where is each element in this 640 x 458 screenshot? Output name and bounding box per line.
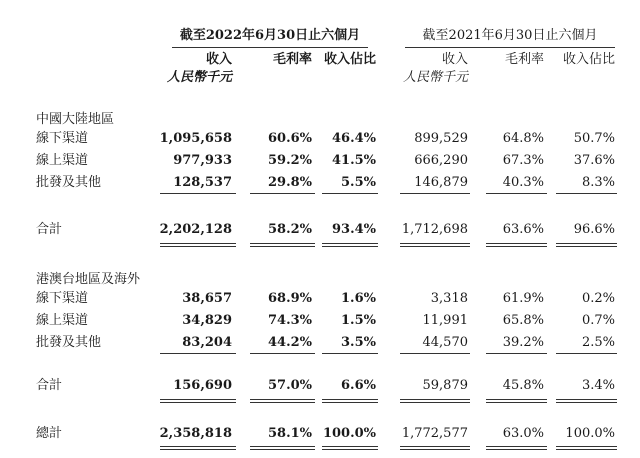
subtotal-double-rule-col-4: [400, 243, 470, 247]
row-value-col-3: 46.4%: [331, 131, 376, 146]
row-value-col-4: 1,772,577: [401, 426, 468, 441]
col-margin-2021: 毛利率: [504, 52, 544, 67]
row-value-col-5: 67.3%: [502, 153, 544, 168]
row-value-col-3: 3.5%: [341, 335, 376, 350]
row-value-col-5: 61.9%: [502, 291, 544, 306]
row-value-col-3: 1.5%: [341, 313, 376, 328]
row-value-col-4: 146,879: [414, 175, 468, 190]
row-value-col-1: 128,537: [173, 175, 232, 190]
row-value-col-2: 29.8%: [267, 175, 312, 190]
col-revenue-2022: 收入: [205, 52, 232, 67]
row-value-col-6: 3.4%: [581, 378, 615, 393]
subtotal-double-rule-col-6: [556, 243, 617, 247]
subtotal-double-rule-col-1: [160, 399, 236, 403]
row-label: 合計: [36, 378, 63, 393]
section-rule-col-3: [322, 193, 378, 194]
table-row: [0, 335, 640, 351]
subtotal-double-rule-col-2: [250, 243, 315, 247]
row-label: 總計: [36, 426, 63, 441]
row-value-col-1: 34,829: [182, 313, 232, 328]
row-value-col-6: 100.0%: [565, 426, 615, 441]
table-row: [0, 175, 640, 191]
row-value-col-1: 83,204: [182, 335, 232, 350]
row-label: 線下渠道: [36, 291, 89, 306]
row-value-col-5: 64.8%: [502, 131, 544, 146]
row-value-col-2: 44.2%: [267, 335, 312, 350]
table-row: [0, 313, 640, 329]
section-rule-col-1: [160, 353, 236, 354]
section-rule-col-3: [322, 353, 378, 354]
subtotal-double-rule-col-1: [160, 243, 236, 247]
row-value-col-2: 57.0%: [267, 378, 312, 393]
row-label: 合計: [36, 222, 63, 237]
row-value-col-6: 0.2%: [581, 291, 615, 306]
row-value-col-1: 1,095,658: [159, 131, 232, 146]
row-value-col-4: 44,570: [422, 335, 468, 350]
row-value-col-3: 41.5%: [331, 153, 376, 168]
table-row: [0, 153, 640, 169]
row-value-col-2: 58.2%: [267, 222, 312, 237]
row-value-col-5: 39.2%: [502, 335, 544, 350]
row-value-col-4: 899,529: [414, 131, 468, 146]
row-value-col-3: 6.6%: [341, 378, 376, 393]
row-value-col-3: 5.5%: [341, 175, 376, 190]
row-value-col-2: 60.6%: [267, 131, 312, 146]
row-value-col-4: 59,879: [422, 378, 468, 393]
table-row: [0, 131, 640, 147]
subtotal-double-rule-col-3: [322, 399, 378, 403]
unit-2021: 人民幣千元: [402, 70, 468, 85]
row-value-col-2: 74.3%: [267, 313, 312, 328]
section-rule-col-6: [556, 353, 617, 354]
section-rule-col-5: [486, 353, 547, 354]
period-2021-header: 截至2021年6月30日止六個月: [422, 28, 598, 43]
table-row: [0, 291, 640, 307]
row-value-col-1: 2,202,128: [159, 222, 232, 237]
row-value-col-1: 2,358,818: [159, 426, 232, 441]
section-rule-col-5: [486, 193, 547, 194]
subtotal-double-rule-col-5: [486, 243, 547, 247]
subtotal-double-rule-col-6: [556, 399, 617, 403]
row-label: 線上渠道: [36, 313, 89, 328]
total-double-rule-col-6: [556, 446, 617, 450]
row-value-col-4: 3,318: [430, 291, 468, 306]
row-value-col-1: 38,657: [182, 291, 232, 306]
row-value-col-4: 1,712,698: [401, 222, 468, 237]
unit-2022: 人民幣千元: [166, 70, 232, 85]
row-value-col-5: 63.0%: [502, 426, 544, 441]
subtotal-row: [0, 222, 640, 238]
row-value-col-5: 40.3%: [502, 175, 544, 190]
section-title-mainland: 中國大陸地區: [36, 112, 115, 127]
col-share-2022: 收入佔比: [323, 52, 376, 67]
row-label: 批發及其他: [36, 175, 102, 190]
row-label: 線下渠道: [36, 131, 89, 146]
row-value-col-6: 50.7%: [573, 131, 615, 146]
row-value-col-6: 37.6%: [573, 153, 615, 168]
col-revenue-2021: 收入: [441, 52, 468, 67]
section-rule-col-4: [400, 193, 470, 194]
row-value-col-3: 100.0%: [322, 426, 376, 441]
section-rule-col-1: [160, 193, 236, 194]
row-value-col-3: 93.4%: [331, 222, 376, 237]
row-value-col-6: 96.6%: [573, 222, 615, 237]
row-value-col-1: 156,690: [173, 378, 232, 393]
subtotal-double-rule-col-3: [322, 243, 378, 247]
section-rule-col-2: [250, 353, 315, 354]
total-double-rule-col-3: [322, 446, 378, 450]
period-2021-underline: [405, 47, 615, 48]
row-value-col-6: 2.5%: [581, 335, 615, 350]
col-margin-2022: 毛利率: [272, 52, 312, 67]
section-rule-col-6: [556, 193, 617, 194]
col-share-2021: 收入佔比: [562, 52, 615, 67]
section-title-overseas: 港澳台地區及海外: [36, 272, 141, 287]
row-label: 批發及其他: [36, 335, 102, 350]
row-value-col-2: 58.1%: [267, 426, 312, 441]
row-value-col-1: 977,933: [173, 153, 232, 168]
grand-total-row: [0, 426, 640, 442]
section-rule-col-4: [400, 353, 470, 354]
subtotal-double-rule-col-5: [486, 399, 547, 403]
row-value-col-3: 1.6%: [341, 291, 376, 306]
subtotal-row: [0, 378, 640, 394]
total-double-rule-col-2: [250, 446, 315, 450]
total-double-rule-col-4: [400, 446, 470, 450]
section-rule-col-2: [250, 193, 315, 194]
period-2022-underline: [172, 47, 368, 48]
row-value-col-6: 8.3%: [581, 175, 615, 190]
row-value-col-5: 63.6%: [502, 222, 544, 237]
row-value-col-2: 59.2%: [267, 153, 312, 168]
row-label: 線上渠道: [36, 153, 89, 168]
row-value-col-2: 68.9%: [267, 291, 312, 306]
row-value-col-5: 65.8%: [502, 313, 544, 328]
subtotal-double-rule-col-2: [250, 399, 315, 403]
row-value-col-6: 0.7%: [581, 313, 615, 328]
subtotal-double-rule-col-4: [400, 399, 470, 403]
row-value-col-4: 666,290: [414, 153, 468, 168]
row-value-col-4: 11,991: [422, 313, 468, 328]
total-double-rule-col-5: [486, 446, 547, 450]
row-value-col-5: 45.8%: [502, 378, 544, 393]
period-2022-header: 截至2022年6月30日止六個月: [179, 28, 361, 43]
total-double-rule-col-1: [160, 446, 236, 450]
